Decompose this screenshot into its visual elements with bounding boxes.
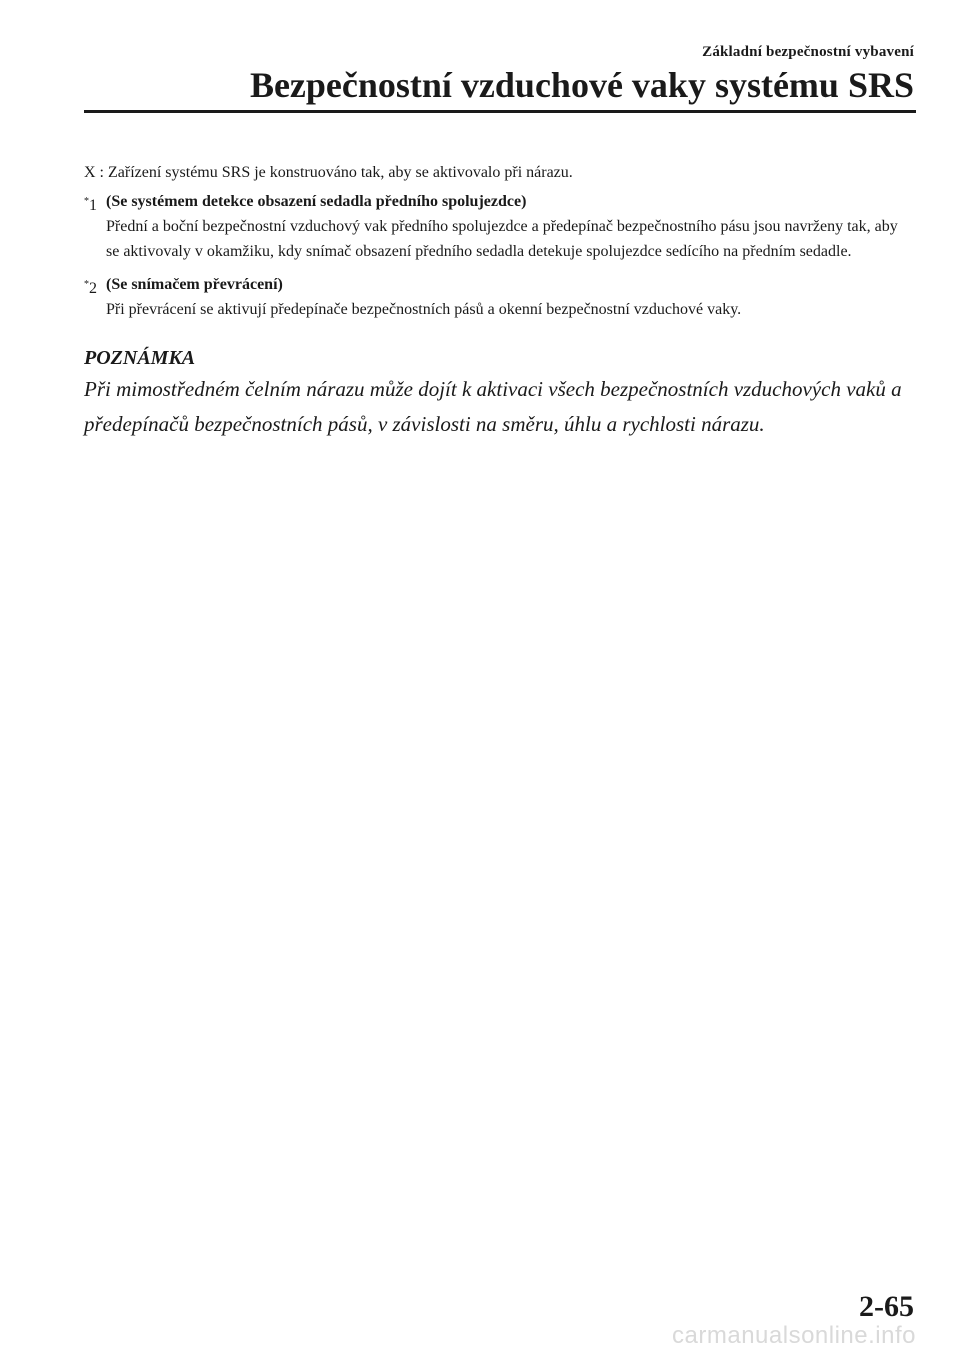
footnote-body (106, 272, 904, 322)
x-legend-line: X : Zařízení systému SRS je konstruováno tak, aby se aktivovalo při nárazu. (84, 164, 573, 181)
footnote-text: Při převrácení se aktivují předepínače bezpečnostních pásů a okenní bezpečnostní vzduchové vaky. (106, 301, 742, 318)
footnote-text: Přední a boční bezpečnostní vzduchový vak předního spolujezdce a předepínač bezpečnostního pásu jsou navrženy tak, aby se aktivovaly v okamžiku, kdy snímač obsazení předního sedadla detekuje spolujezdce sedícího na předním sedadle. (106, 218, 898, 260)
header-divider (84, 110, 916, 113)
note-block (84, 344, 904, 442)
footnote-marker (84, 272, 106, 322)
footnote-marker (84, 189, 106, 264)
footnote-number: 1 (89, 197, 97, 214)
page-header (250, 44, 914, 105)
note-text: Při mimostředném čelním nárazu může dojít k aktivaci všech bezpečnostních vzduchových vaků a předepínačů bezpečnostních pásů, v závislosti na směru, úhlu a rychlosti nárazu. (84, 377, 902, 436)
main-content (84, 160, 904, 442)
footnote-asterisk: * (84, 196, 89, 207)
footnote-number: 2 (89, 280, 97, 297)
footnote-2 (84, 272, 904, 322)
section-title: Základní bezpečnostní vybavení (702, 44, 914, 60)
footnote-asterisk: * (84, 279, 89, 290)
watermark: carmanualsonline.info (672, 1322, 916, 1349)
page-number: 2-65 (859, 1290, 914, 1323)
page-title: Bezpečnostní vzduchové vaky systému SRS (249, 65, 914, 105)
footnote-body (106, 189, 904, 264)
footnote-1 (84, 189, 904, 264)
note-heading: POZNÁMKA (84, 347, 196, 369)
footnote-heading: (Se systémem detekce obsazení sedadla předního spolujezdce) (106, 193, 527, 210)
footnote-heading: (Se snímačem převrácení) (106, 276, 283, 293)
